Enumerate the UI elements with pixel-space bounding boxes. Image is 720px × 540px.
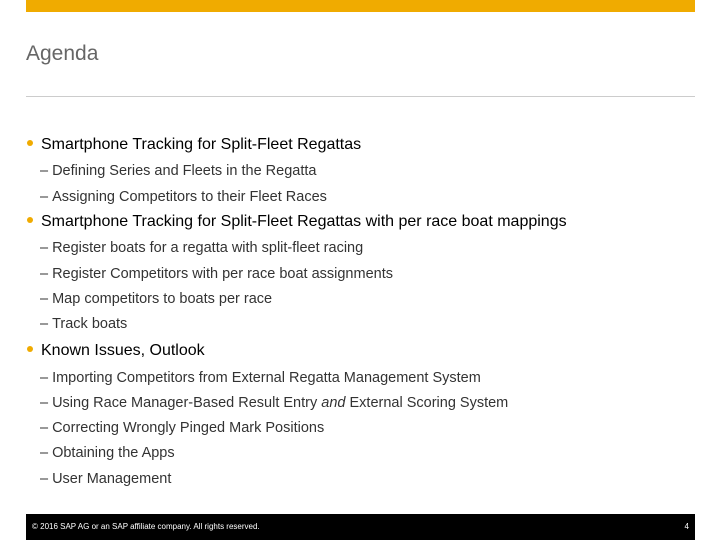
bullet-label: Known Issues, Outlook	[41, 342, 205, 359]
agenda-subitem	[40, 471, 171, 487]
title-divider	[26, 96, 695, 97]
agenda-subitem	[40, 445, 175, 461]
subitem-label: Obtaining the Apps	[52, 445, 175, 461]
subitem-label-before: Using Race Manager-Based Result Entry	[52, 395, 322, 411]
agenda-subitem	[40, 316, 127, 332]
subitem-label: Correcting Wrongly Pinged Mark Positions	[52, 420, 325, 436]
agenda-subitem	[40, 163, 316, 179]
dash-icon: –	[40, 370, 49, 386]
bullet-dot-icon	[27, 346, 33, 352]
agenda-subitem	[40, 266, 393, 282]
agenda-bullet-3	[27, 342, 205, 360]
agenda-subitem	[40, 240, 363, 256]
agenda-subitem	[40, 395, 508, 411]
subitem-label-after: External Scoring System	[345, 395, 509, 411]
dash-icon: –	[40, 445, 49, 461]
agenda-subitem	[40, 420, 324, 436]
bullet-label: Smartphone Tracking for Split-Fleet Regattas with per race boat mappings	[41, 213, 567, 230]
dash-icon: –	[40, 420, 49, 436]
subitem-label-emphasis: and	[321, 395, 346, 411]
bullet-dot-icon	[27, 140, 33, 146]
top-accent-bar	[26, 0, 695, 12]
subitem-label: Importing Competitors from External Regatta Management System	[52, 370, 481, 386]
page-title: Agenda	[26, 42, 99, 65]
agenda-subitem	[40, 370, 481, 386]
subitem-label: Register Competitors with per race boat assignments	[52, 266, 393, 282]
bullet-label: Smartphone Tracking for Split-Fleet Regattas	[41, 136, 362, 153]
agenda-subitem	[40, 291, 272, 307]
subitem-label: Track boats	[52, 316, 128, 332]
dash-icon: –	[40, 316, 49, 332]
subitem-label: Map competitors to boats per race	[52, 291, 273, 307]
bullet-dot-icon	[27, 217, 33, 223]
subitem-label: Defining Series and Fleets in the Regatta	[52, 163, 317, 179]
page-number: 4	[684, 522, 689, 531]
subitem-label: Assigning Competitors to their Fleet Races	[52, 189, 327, 205]
agenda-bullet-2	[27, 213, 567, 231]
footer-bar	[26, 514, 695, 540]
agenda-subitem	[40, 189, 327, 205]
subitem-label: User Management	[52, 471, 172, 487]
dash-icon: –	[40, 395, 49, 411]
dash-icon: –	[40, 471, 49, 487]
dash-icon: –	[40, 163, 49, 179]
agenda-bullet-1	[27, 136, 361, 154]
subitem-label: Register boats for a regatta with split-fleet racing	[52, 240, 364, 256]
dash-icon: –	[40, 189, 49, 205]
dash-icon: –	[40, 240, 49, 256]
dash-icon: –	[40, 266, 49, 282]
copyright-text: © 2016 SAP AG or an SAP affiliate company. All rights reserved.	[32, 522, 260, 531]
dash-icon: –	[40, 291, 49, 307]
